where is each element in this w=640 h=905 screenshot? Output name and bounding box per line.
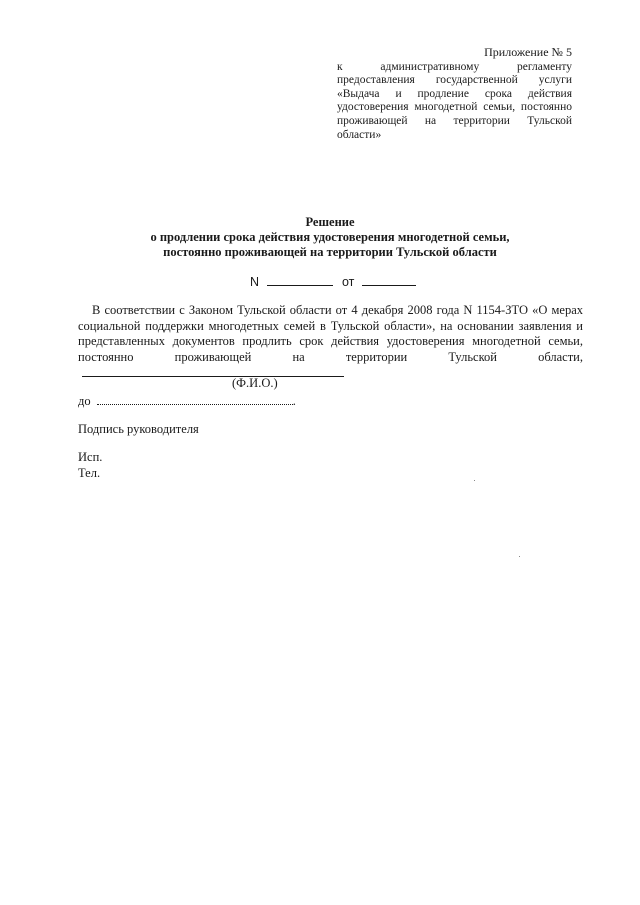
until-line <box>78 393 296 409</box>
scan-speck <box>519 556 520 557</box>
decision-title-block <box>60 215 600 260</box>
date-blank <box>362 275 416 286</box>
decision-body-paragraph <box>78 303 583 382</box>
scan-speck <box>474 480 475 481</box>
phone-label: Тел. <box>78 466 101 480</box>
body-text: В соответствии с Законом Тульской области от 4 декабря 2008 года N 1154-ЗТО «О мерах социальной поддержки многодетных семей в Тульской области», на основании заявления и представленных документов продлить срок действия удостоверения многодетной семьи, постоянно проживающей на территории Тульской области, <box>78 303 583 364</box>
signature-label: Подпись руководителя <box>78 422 199 436</box>
until-end: . <box>292 394 296 408</box>
fio-caption: (Ф.И.О.) <box>232 376 278 390</box>
appendix-block <box>337 46 572 142</box>
until-blank <box>97 393 293 405</box>
decision-heading: Решение <box>305 215 355 229</box>
until-label: до <box>78 394 91 408</box>
executor-label: Исп. <box>78 450 103 464</box>
decision-subtitle-line-1: о продлении срока действия удостоверения многодетной семьи, <box>150 230 510 244</box>
decision-subtitle-line-2: постоянно проживающей на территории Тульской области <box>163 245 497 259</box>
fio-blank <box>82 365 344 377</box>
number-blank <box>267 275 333 286</box>
decision-number-line <box>250 275 416 289</box>
number-label: N <box>250 275 260 289</box>
appendix-text: к административному регламенту предоставления государственной услуги «Выдача и продление срока действия удостоверения многодетной семьи, постоянно проживающей на территории Тульской области» <box>337 60 572 141</box>
appendix-number: Приложение № 5 <box>484 45 572 59</box>
date-label: от <box>342 275 355 289</box>
